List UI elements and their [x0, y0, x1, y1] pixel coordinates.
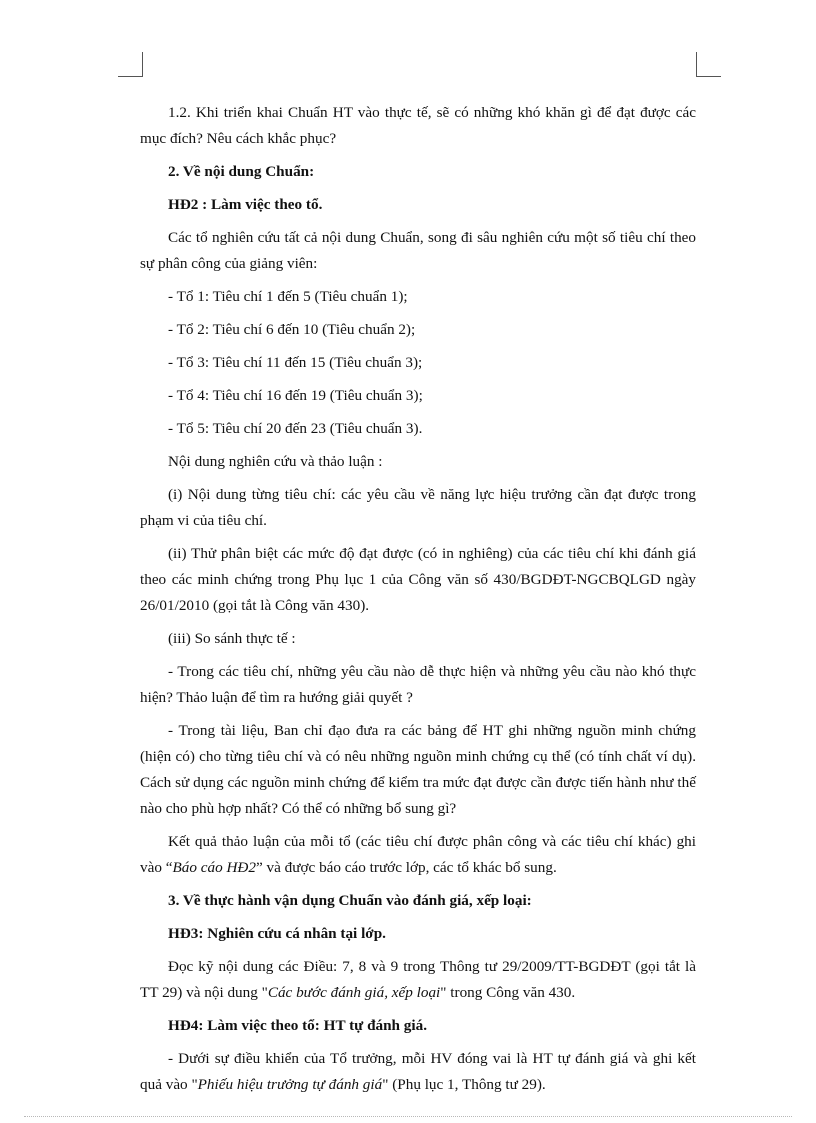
paragraph: (ii) Thử phân biệt các mức độ đạt được (có in nghiêng) của các tiêu chí khi đánh giá theo các minh chứng trong Phụ lục 1 của Công văn số 430/BGDĐT-NGCBQLGD ngày 26/01/2010 (gọi tắt là Công văn 430). — [140, 545, 696, 614]
paragraph: Nội dung nghiên cứu và thảo luận : — [168, 453, 383, 470]
text-run: " (Phụ lục 1, Thông tư 29). — [382, 1076, 546, 1093]
paragraph — [140, 829, 696, 881]
paragraph: (iii) So sánh thực tế : — [168, 630, 296, 647]
italic-text: Phiếu hiệu trưởng tự đánh giá — [197, 1076, 383, 1093]
paragraph — [140, 954, 696, 1006]
activity-heading: HĐ3: Nghiên cứu cá nhân tại lớp. — [168, 925, 386, 942]
paragraph: - Trong tài liệu, Ban chỉ đạo đưa ra các bảng để HT ghi những nguồn minh chứng (hiện có) cho từng tiêu chí và có nêu những nguồn minh chứng cụ thể (có tính chất ví dụ). Cách sử dụng các nguồn minh chứng để kiểm tra mức đạt được cần được tiến hành như thế nào cho phù hợp nhất? Có thể có những bổ sung gì? — [140, 722, 696, 817]
paragraph — [140, 1046, 696, 1098]
activity-heading: HĐ4: Làm việc theo tổ: HT tự đánh giá. — [168, 1017, 428, 1034]
paragraph: (i) Nội dung từng tiêu chí: các yêu cầu về năng lực hiệu trưởng cần đạt được trong phạm vi của tiêu chí. — [140, 486, 696, 529]
text-run: " trong Công văn 430. — [440, 984, 576, 1001]
text-run: Kết quả thảo luận của mỗi tổ (các tiêu chí được phân công và các tiêu chí khác) ghi vào “ — [140, 833, 696, 876]
crop-mark-top-left — [118, 52, 143, 77]
text-run: ” và được báo cáo trước lớp, các tổ khác bổ sung. — [256, 859, 557, 876]
section-heading: 3. Về thực hành vận dụng Chuẩn vào đánh giá, xếp loại: — [168, 892, 532, 909]
paragraph: - Trong các tiêu chí, những yêu cầu nào dễ thực hiện và những yêu cầu nào khó thực hiện? Thảo luận để tìm ra hướng giải quyết ? — [140, 663, 696, 706]
list-item: - Tổ 2: Tiêu chí 6 đến 10 (Tiêu chuẩn 2); — [168, 321, 416, 338]
crop-mark-top-right — [696, 52, 721, 77]
page-bottom-divider — [24, 1116, 792, 1117]
list-item: - Tổ 3: Tiêu chí 11 đến 15 (Tiêu chuẩn 3); — [168, 354, 423, 371]
activity-heading: HĐ2 : Làm việc theo tổ. — [168, 196, 323, 213]
paragraph: 1.2. Khi triển khai Chuẩn HT vào thực tế, sẽ có những khó khăn gì để đạt được các mục đích? Nêu cách khắc phục? — [140, 104, 696, 147]
text-run: Đọc kỹ nội dung các Điều: 7, 8 và 9 trong Thông tư 29/2009/TT-BGDĐT (gọi tắt là TT 29) và nội dung " — [140, 958, 696, 1001]
paragraph: Các tổ nghiên cứu tất cả nội dung Chuẩn, song đi sâu nghiên cứu một số tiêu chí theo sự phân công của giảng viên: — [140, 229, 696, 272]
list-item: - Tổ 5: Tiêu chí 20 đến 23 (Tiêu chuẩn 3). — [168, 420, 423, 437]
italic-text: Báo cáo HĐ2 — [172, 859, 256, 876]
text-run: - Dưới sự điều khiển của Tổ trưởng, mỗi HV đóng vai là HT tự đánh giá và ghi kết quả vào " — [140, 1050, 696, 1093]
italic-text: Các bước đánh giá, xếp loại — [267, 984, 441, 1001]
document-body — [140, 100, 696, 1105]
list-item: - Tổ 1: Tiêu chí 1 đến 5 (Tiêu chuẩn 1); — [168, 288, 408, 305]
section-heading: 2. Về nội dung Chuẩn: — [168, 163, 315, 180]
list-item: - Tổ 4: Tiêu chí 16 đến 19 (Tiêu chuẩn 3); — [168, 387, 423, 404]
